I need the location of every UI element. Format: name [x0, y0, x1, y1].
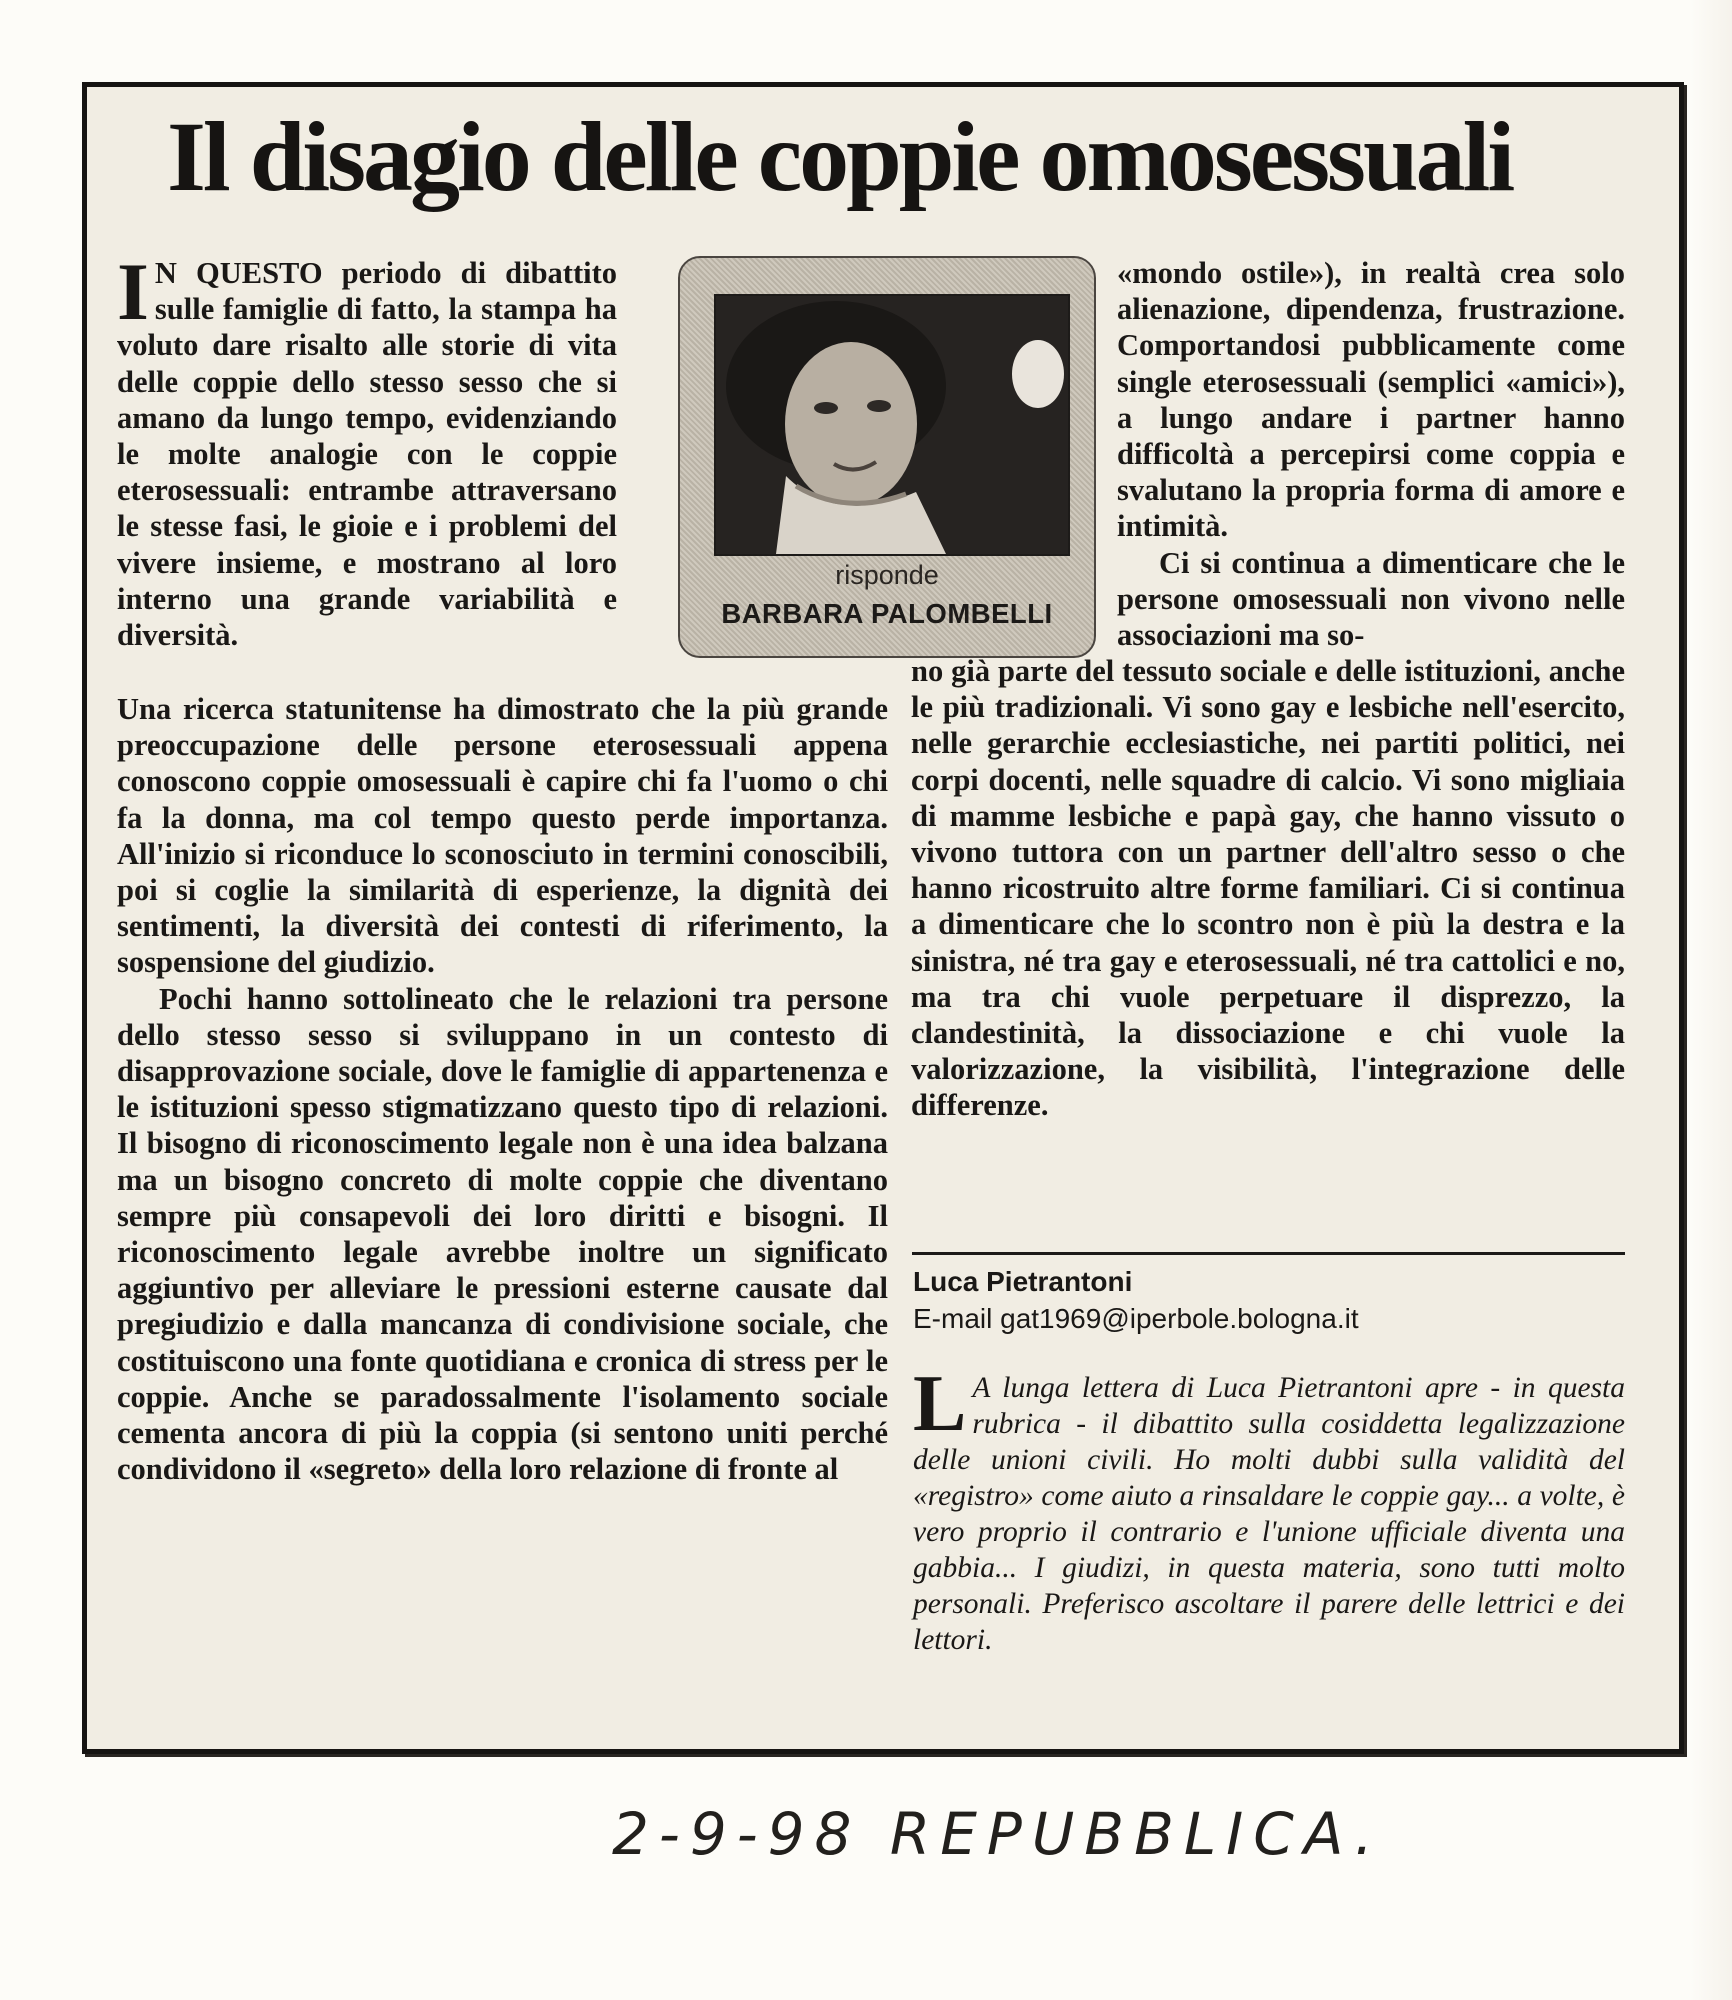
drop-cap: I — [117, 246, 149, 337]
article-column-3-top — [1117, 255, 1625, 653]
article-paragraph: Una ricerca statunitense ha dimostrato che la più grande preoccupazione delle persone eterosessuali appena conoscono coppie omosessuali è capire chi fa l'uomo o chi fa la donna, ma col tempo questo perde importanza. All'inizio si riconduce lo sconosciuto in termini conoscibili, poi si coglie la similarità di esperienze, la dignità dei sentimenti, la diversità dei contesti di riferimento, la sospensione del giudizio. — [117, 692, 888, 980]
photo-caption-risponde: risponde — [835, 560, 939, 590]
reply-text: A lunga lettera di Luca Pietrantoni apre - in questa rubrica - il dibattito sulla cosiddetta legalizzazione delle unioni civili. Ho molti dubbi sulla validità del «registro» come aiuto a rinsaldare le coppie gay... a volte, è vero proprio il contrario e l'unione ufficiale diventa una gabbia... I giudizi, in questa materia, sono tutti molto personali. Preferisco ascoltare il parere delle lettrici e dei lettori. — [913, 1372, 1625, 1656]
drop-cap: L — [913, 1360, 967, 1448]
author-email: E-mail gat1969@iperbole.bologna.it — [913, 1303, 1359, 1334]
author-name: Luca Pietrantoni — [913, 1266, 1133, 1297]
newspaper-clipping — [82, 82, 1684, 1754]
portrait-image — [716, 296, 1068, 554]
columnist-photo-box — [678, 256, 1096, 658]
handwritten-date-note — [612, 1788, 1512, 1878]
handwritten-text: 2-9-98 REPUBBLICA. — [612, 1800, 1383, 1868]
headline: Il disagio delle coppie omosessuali — [167, 101, 1513, 212]
article-text: N QUESTO periodo di dibattito sulle famiglie di fatto, la stampa ha voluto dare risalto alle storie di vita delle coppie dello stesso sesso che si amano da lungo tempo, evidenziando le molte analogie con le coppie eterosessuali: entrambe attraversano le stesse fasi, le gioie e i problemi del vivere insieme, e mostrano al loro interno una grande variabilità e diversità. — [117, 256, 617, 653]
article-column-3-wide — [911, 653, 1625, 1124]
photo-caption-name: BARBARA PALOMBELLI — [721, 598, 1053, 629]
divider-rule — [912, 1252, 1625, 1255]
handwritten-note-image — [612, 1788, 1512, 1878]
article-paragraph: Pochi hanno sottolineato che le relazioni tra persone dello stesso sesso si sviluppano in un contesto di disapprovazione sociale, dove le famiglie di appartenenza e le istituzioni spesso stigmatizzano questo tipo di relazioni. Il bisogno di riconoscimento legale non è una idea balzana ma un bisogno concreto di molte coppie che diventano sempre più consapevoli dei loro diritti e bisogni. Il riconoscimento legale avrebbe inoltre un significato aggiuntivo per alleviare le pressioni esterne causate dal pregiudizio e dalla mancanza di condivisione sociale, che costituiscono una fonte quotidiana e cronica di stress per le coppie. Anche se paradossalmente l'isolamento sociale cementa ancora di più la coppia (si sentono uniti perché condividono il «segreto» della loro relazione di fronte al — [117, 981, 888, 1487]
article-column-1-wide — [117, 691, 888, 1487]
article-text: «mondo ostile»), in realtà crea solo alienazione, dipendenza, frustrazione. Comportandosi pubblicamente come single eterosessuali (semplici «amici»), a lungo andare i partner hanno difficoltà a percepirsi come coppia e svalutano la propria forma di amore e intimità. — [1117, 256, 1625, 544]
columnist-reply — [913, 1360, 1625, 1658]
scan-margin — [1690, 0, 1732, 2000]
article-text: Ci si continua a dimenticare che le persone omosessuali non vivono nelle associazioni ma so- — [1117, 545, 1625, 653]
article-paragraph: no già parte del tessuto sociale e delle istituzioni, anche le più tradizionali. Vi sono gay e lesbiche nell'esercito, nelle gerarchie ecclesiastiche, nei partiti politici, nei corpi docenti, nelle squadre di calcio. Vi sono migliaia di mamme lesbiche e papà gay, che hanno vissuto o vivono tuttora con un partner dell'altro sesso o che hanno ricostruito altre forme familiari. Ci si continua a dimenticare che lo scontro non è più la destra e la sinistra, né tra gay e eterosessuali, né tra cattolici e no, ma tra chi vuole perpetuare il disprezzo, la clandestinità, la dissociazione e chi vuole la valorizzazione, la visibilità, l'integrazione delle differenze. — [911, 654, 1625, 1123]
columnist-photo — [714, 294, 1070, 556]
article-column-1-top — [117, 246, 617, 653]
